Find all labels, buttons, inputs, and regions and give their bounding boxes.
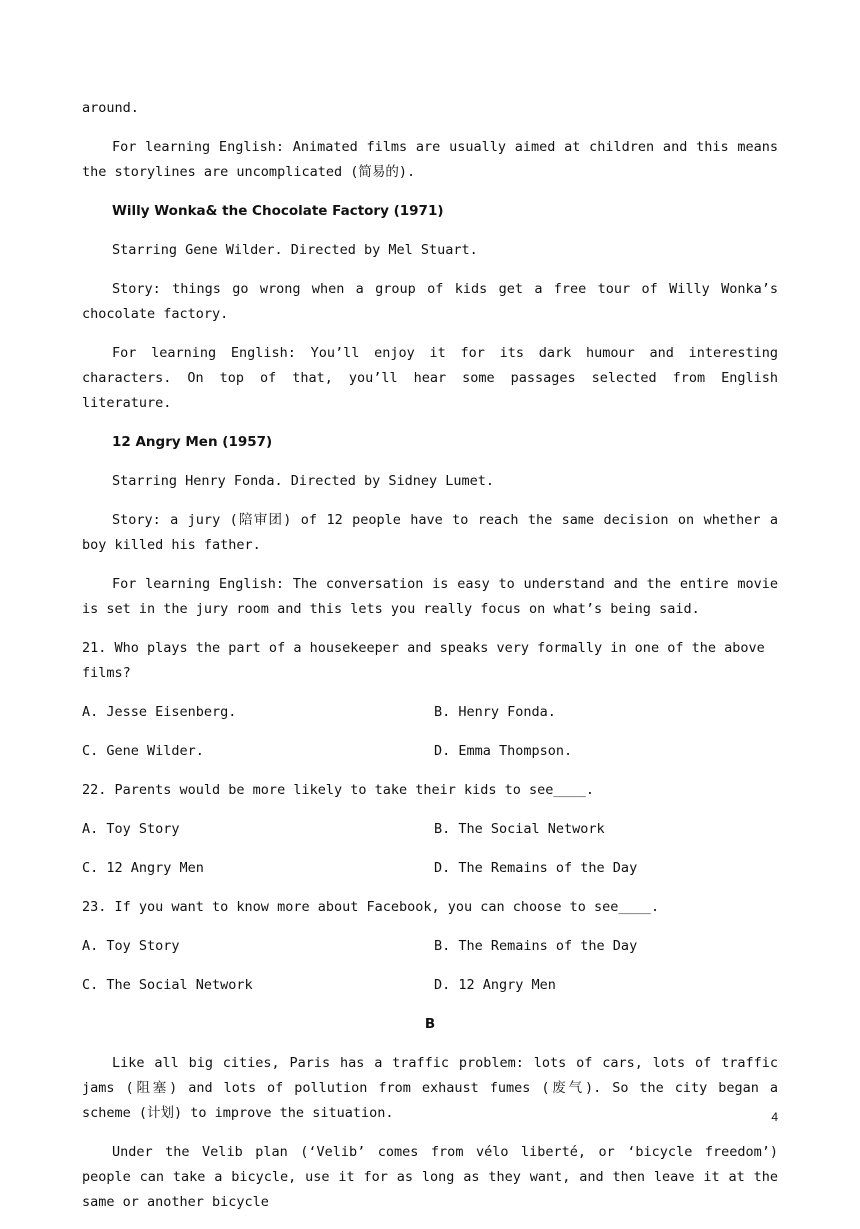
paragraph-velib-plan: Under the Velib plan (‘Velib’ comes from vélo liberté, or ‘bicycle freedom’) people can take a bicycle, use it for as long as they want, and then leave it at the same or another bicycle [82,1144,778,1210]
option-a: A. Toy Story [82,938,180,954]
film-title-wonka: Willy Wonka& the Chocolate Factory (1971) [112,203,444,219]
option-b: B. The Social Network [434,821,605,837]
option-c: C. Gene Wilder. [82,743,204,759]
film-starring-angry-men: Starring Henry Fonda. Directed by Sidney Lumet. [112,473,495,489]
option-a: A. Jesse Eisenberg. [82,704,237,720]
paragraph-learning-animated: For learning English: Animated films are usually aimed at children and this means the storylines are uncomplicated (简易的). [82,139,778,180]
paragraph-paris-traffic: Like all big cities, Paris has a traffic problem: lots of cars, lots of traffic jams (阻塞) and lots of pollution from exhaust fumes (废气). So the city began a scheme (计划) to improve the situation. [82,1055,778,1121]
film-title-angry-men: 12 Angry Men (1957) [112,434,273,450]
film-learning-wonka: For learning English: You’ll enjoy it for its dark humour and interesting characters. On top of that, you’ll hear some passages selected from English literature. [82,345,778,411]
film-starring-wonka: Starring Gene Wilder. Directed by Mel Stuart. [112,242,478,258]
question-21-options [82,700,778,764]
document-body [82,96,778,1229]
film-learning-angry-men: For learning English: The conversation is easy to understand and the entire movie is set in the jury room and this lets you really focus on what’s being said. [82,576,778,617]
film-story-wonka: Story: things go wrong when a group of kids get a free tour of Willy Wonka’s chocolate factory. [82,281,778,322]
option-d: D. Emma Thompson. [434,743,573,759]
section-heading-b: B [424,1016,436,1032]
question-21: 21. Who plays the part of a housekeeper and speaks very formally in one of the above films? [82,640,765,681]
question-23: 23. If you want to know more about Facebook, you can choose to see____. [82,899,660,915]
option-b: B. The Remains of the Day [434,938,638,954]
paragraph-continuation: around. [82,100,139,116]
film-story-angry-men: Story: a jury (陪审团) of 12 people have to reach the same decision on whether a boy killed his father. [82,512,778,553]
option-c: C. 12 Angry Men [82,860,204,876]
question-23-options [82,934,778,998]
page-number: 4 [771,1110,778,1124]
option-b: B. Henry Fonda. [434,704,556,720]
option-d: D. The Remains of the Day [434,860,638,876]
question-22-options [82,817,778,881]
question-22: 22. Parents would be more likely to take their kids to see____. [82,782,595,798]
option-d: D. 12 Angry Men [434,977,556,993]
option-a: A. Toy Story [82,821,180,837]
option-c: C. The Social Network [82,977,253,993]
